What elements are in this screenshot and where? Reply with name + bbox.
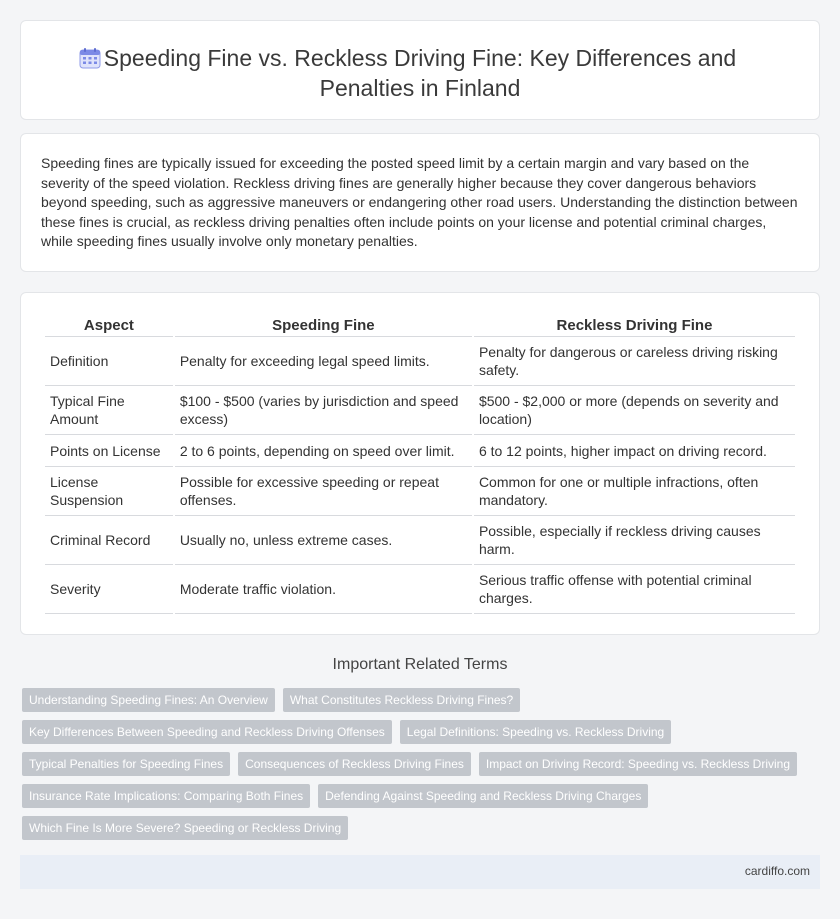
speeding-cell: Penalty for exceeding legal speed limits. xyxy=(175,337,472,386)
comparison-table xyxy=(43,315,797,614)
site-link[interactable]: cardiffo.com xyxy=(744,864,810,878)
related-term-link[interactable]: Consequences of Reckless Driving Fines xyxy=(238,752,471,776)
reckless-cell: Penalty for dangerous or careless driving risking safety. xyxy=(474,337,795,386)
related-term-link[interactable]: Key Differences Between Speeding and Reckless Driving Offenses xyxy=(22,720,392,744)
tag-row xyxy=(22,720,812,744)
intro-paragraph: Speeding fines are typically issued for exceeding the posted speed limit by a certain margin and vary based on the severity of the speed violation. Reckless driving fines are generally higher because they cover dangerous behaviors beyond speeding, such as aggressive maneuvers or endangering other road users. Understanding the distinction between these fines is crucial, as reckless driving penalties often include points on your license and potential criminal charges, while speeding fines usually involve only monetary penalties. xyxy=(41,155,798,250)
header-aspect: Aspect xyxy=(45,315,173,337)
table-row xyxy=(45,467,795,516)
table-header-row xyxy=(45,315,795,337)
reckless-cell: Possible, especially if reckless driving causes harm. xyxy=(474,516,795,565)
page-title: Speeding Fine vs. Reckless Driving Fine: Key Differences and Penalties in Finland xyxy=(103,45,737,101)
aspect-cell: License Suspension xyxy=(45,467,173,516)
aspect-cell: Severity xyxy=(45,565,173,614)
related-term-link[interactable]: Typical Penalties for Speeding Fines xyxy=(22,752,230,776)
table-row xyxy=(45,516,795,565)
related-term-link[interactable]: Defending Against Speeding and Reckless Driving Charges xyxy=(318,784,648,808)
aspect-cell: Definition xyxy=(45,337,173,386)
tag-row xyxy=(22,752,812,776)
tag-row xyxy=(22,688,812,712)
aspect-cell: Typical Fine Amount xyxy=(45,386,173,435)
comparison-card xyxy=(20,292,820,635)
tag-row xyxy=(22,816,812,840)
related-term-link[interactable]: Insurance Rate Implications: Comparing Both Fines xyxy=(22,784,310,808)
table-row xyxy=(45,337,795,386)
speeding-cell: Possible for excessive speeding or repeat offenses. xyxy=(175,467,472,516)
related-term-link[interactable]: Which Fine Is More Severe? Speeding or Reckless Driving xyxy=(22,816,348,840)
related-terms-heading: Important Related Terms xyxy=(332,656,508,673)
table-row xyxy=(45,386,795,435)
header-speeding-fine: Speeding Fine xyxy=(175,315,472,337)
speeding-cell: Usually no, unless extreme cases. xyxy=(175,516,472,565)
aspect-cell: Points on License xyxy=(45,435,173,467)
reckless-cell: Serious traffic offense with potential criminal charges. xyxy=(474,565,795,614)
header-reckless-driving-fine: Reckless Driving Fine xyxy=(474,315,795,337)
table-row xyxy=(45,565,795,614)
reckless-cell: Common for one or multiple infractions, often mandatory. xyxy=(474,467,795,516)
related-term-link[interactable]: Legal Definitions: Speeding vs. Reckless Driving xyxy=(400,720,671,744)
table-row xyxy=(45,435,795,467)
speeding-cell: Moderate traffic violation. xyxy=(175,565,472,614)
aspect-cell: Criminal Record xyxy=(45,516,173,565)
intro-card xyxy=(20,133,820,272)
footer xyxy=(20,855,820,889)
related-term-link[interactable]: Understanding Speeding Fines: An Overview xyxy=(22,688,275,712)
related-term-link[interactable]: Impact on Driving Record: Speeding vs. Reckless Driving xyxy=(479,752,797,776)
header-card xyxy=(20,20,820,120)
related-term-link[interactable]: What Constitutes Reckless Driving Fines? xyxy=(283,688,520,712)
tag-row xyxy=(22,784,812,808)
related-terms-list xyxy=(22,688,812,848)
speeding-cell: 2 to 6 points, depending on speed over limit. xyxy=(175,435,472,467)
reckless-cell: $500 - $2,000 or more (depends on severity and location) xyxy=(474,386,795,435)
reckless-cell: 6 to 12 points, higher impact on driving record. xyxy=(474,435,795,467)
speeding-cell: $100 - $500 (varies by jurisdiction and speed excess) xyxy=(175,386,472,435)
